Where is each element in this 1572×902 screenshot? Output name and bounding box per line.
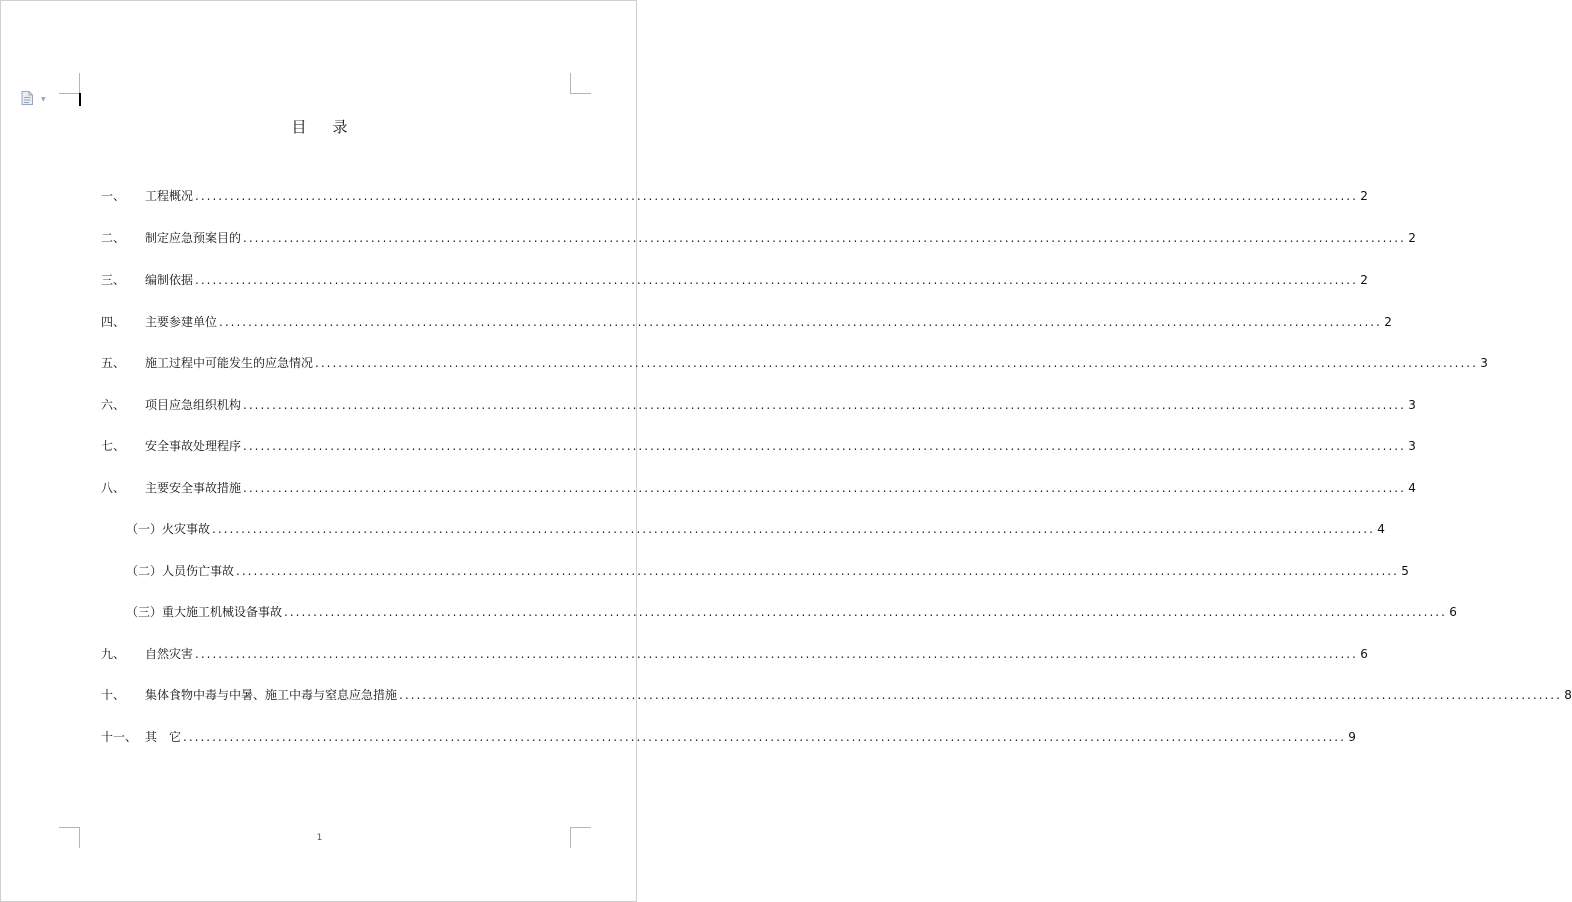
toc-dot-leader: ........................................................................................................................................................................................................: [212, 522, 1375, 536]
toc-entry-number: 四、: [101, 315, 126, 329]
toc-dot-leader: ........................................................................................................................................................................................................: [284, 605, 1447, 619]
toc-dot-leader: ........................................................................................................................................................................................................: [315, 356, 1478, 370]
toc-entry-title: 其 它: [145, 730, 182, 744]
toc-entry-page-number: 5: [1401, 564, 1409, 578]
toc-entry-page-number: 2: [1384, 315, 1392, 329]
toc-entry-page-number: 2: [1360, 273, 1368, 287]
toc-entry[interactable]: [101, 645, 1368, 663]
toc-entry-title: 自然灾害: [145, 647, 194, 661]
toc-entry-page-number: 8: [1564, 688, 1572, 702]
text-cursor: [79, 93, 81, 106]
toc-entry-page-number: 3: [1480, 356, 1488, 370]
toc-dot-leader: ........................................................................................................................................................................................................: [243, 439, 1406, 453]
toc-entry-number: 二、: [101, 231, 126, 245]
toc-entry-title: 项目应急组织机构: [145, 398, 242, 412]
toc-entry-page-number: 9: [1348, 730, 1356, 744]
toc-entry-title: （三）重大施工机械设备事故: [126, 605, 283, 619]
toc-entry[interactable]: [101, 354, 1488, 372]
toc-entry[interactable]: [101, 728, 1356, 746]
toc-entry[interactable]: [126, 603, 1457, 621]
toc-entry[interactable]: [101, 313, 1392, 331]
toc-entry-title: 编制依据: [145, 273, 194, 287]
toc-entry-number: 八、: [101, 481, 126, 495]
toc-entry-page-number: 6: [1360, 647, 1368, 661]
toc-entry-number: 十一、: [101, 730, 138, 744]
page-title: [1, 116, 638, 137]
toc-entry-number: 九、: [101, 647, 126, 661]
toc-entry-page-number: 6: [1449, 605, 1457, 619]
toc-dot-leader: ........................................................................................................................................................................................................: [399, 688, 1562, 702]
toc-entry-title: （一）火灾事故: [126, 522, 211, 536]
toc-entry-title: 工程概况: [145, 189, 194, 203]
toc-entry-page-number: 4: [1377, 522, 1385, 536]
toc-entry-title: 制定应急预案目的: [145, 231, 242, 245]
toc-entry[interactable]: [101, 437, 1416, 455]
toc-entry[interactable]: [101, 271, 1368, 289]
toc-entry-title: 集体食物中毒与中暑、施工中毒与窒息应急措施: [145, 688, 398, 702]
page-number: 1: [316, 833, 323, 843]
toc-entry-number: 十、: [101, 688, 126, 702]
toc-entry-page-number: 2: [1360, 189, 1368, 203]
toc-dot-leader: ........................................................................................................................................................................................................: [195, 647, 1358, 661]
toc-entry-title: 施工过程中可能发生的应急情况: [145, 356, 314, 370]
toc-dot-leader: ........................................................................................................................................................................................................: [183, 730, 1346, 744]
toc-entry-title: 安全事故处理程序: [145, 439, 242, 453]
toc-dot-leader: ........................................................................................................................................................................................................: [243, 481, 1406, 495]
toc-entry-number: 五、: [101, 356, 126, 370]
toc-entry-page-number: 3: [1408, 398, 1416, 412]
toc-entry[interactable]: [126, 520, 1385, 538]
document-icon[interactable]: [21, 91, 33, 105]
toc-entry-title: 主要安全事故措施: [145, 481, 242, 495]
dropdown-caret-icon[interactable]: ▼: [41, 96, 46, 103]
toc-entry[interactable]: [101, 229, 1416, 247]
toc-dot-leader: ........................................................................................................................................................................................................: [195, 189, 1358, 203]
toc-entry-page-number: 3: [1408, 439, 1416, 453]
toc-dot-leader: ........................................................................................................................................................................................................: [219, 315, 1382, 329]
toc-dot-leader: ........................................................................................................................................................................................................: [236, 564, 1399, 578]
toc-entry[interactable]: [101, 686, 1572, 704]
toc-entry-page-number: 4: [1408, 481, 1416, 495]
toc-entry[interactable]: [101, 187, 1368, 205]
toc-entry-number: 三、: [101, 273, 126, 287]
margin-corner-top-right: [570, 73, 591, 94]
toc-entry-number: 一、: [101, 189, 126, 203]
toc-entry-number: 六、: [101, 398, 126, 412]
toc-entry-number: 七、: [101, 439, 126, 453]
title-left: 目: [291, 118, 307, 136]
toc-entry[interactable]: [101, 396, 1416, 414]
toc-dot-leader: ........................................................................................................................................................................................................: [243, 231, 1406, 245]
toc-entry-title: （二）人员伤亡事故: [126, 564, 235, 578]
margin-corner-top-left: [59, 73, 80, 94]
title-right: 录: [332, 118, 348, 136]
toc-entry-page-number: 2: [1408, 231, 1416, 245]
toc-dot-leader: ........................................................................................................................................................................................................: [195, 273, 1358, 287]
toc-entry[interactable]: [126, 562, 1409, 580]
toc-entry[interactable]: [101, 479, 1416, 497]
toc-entry-title: 主要参建单位: [145, 315, 218, 329]
toc-dot-leader: ........................................................................................................................................................................................................: [243, 398, 1406, 412]
